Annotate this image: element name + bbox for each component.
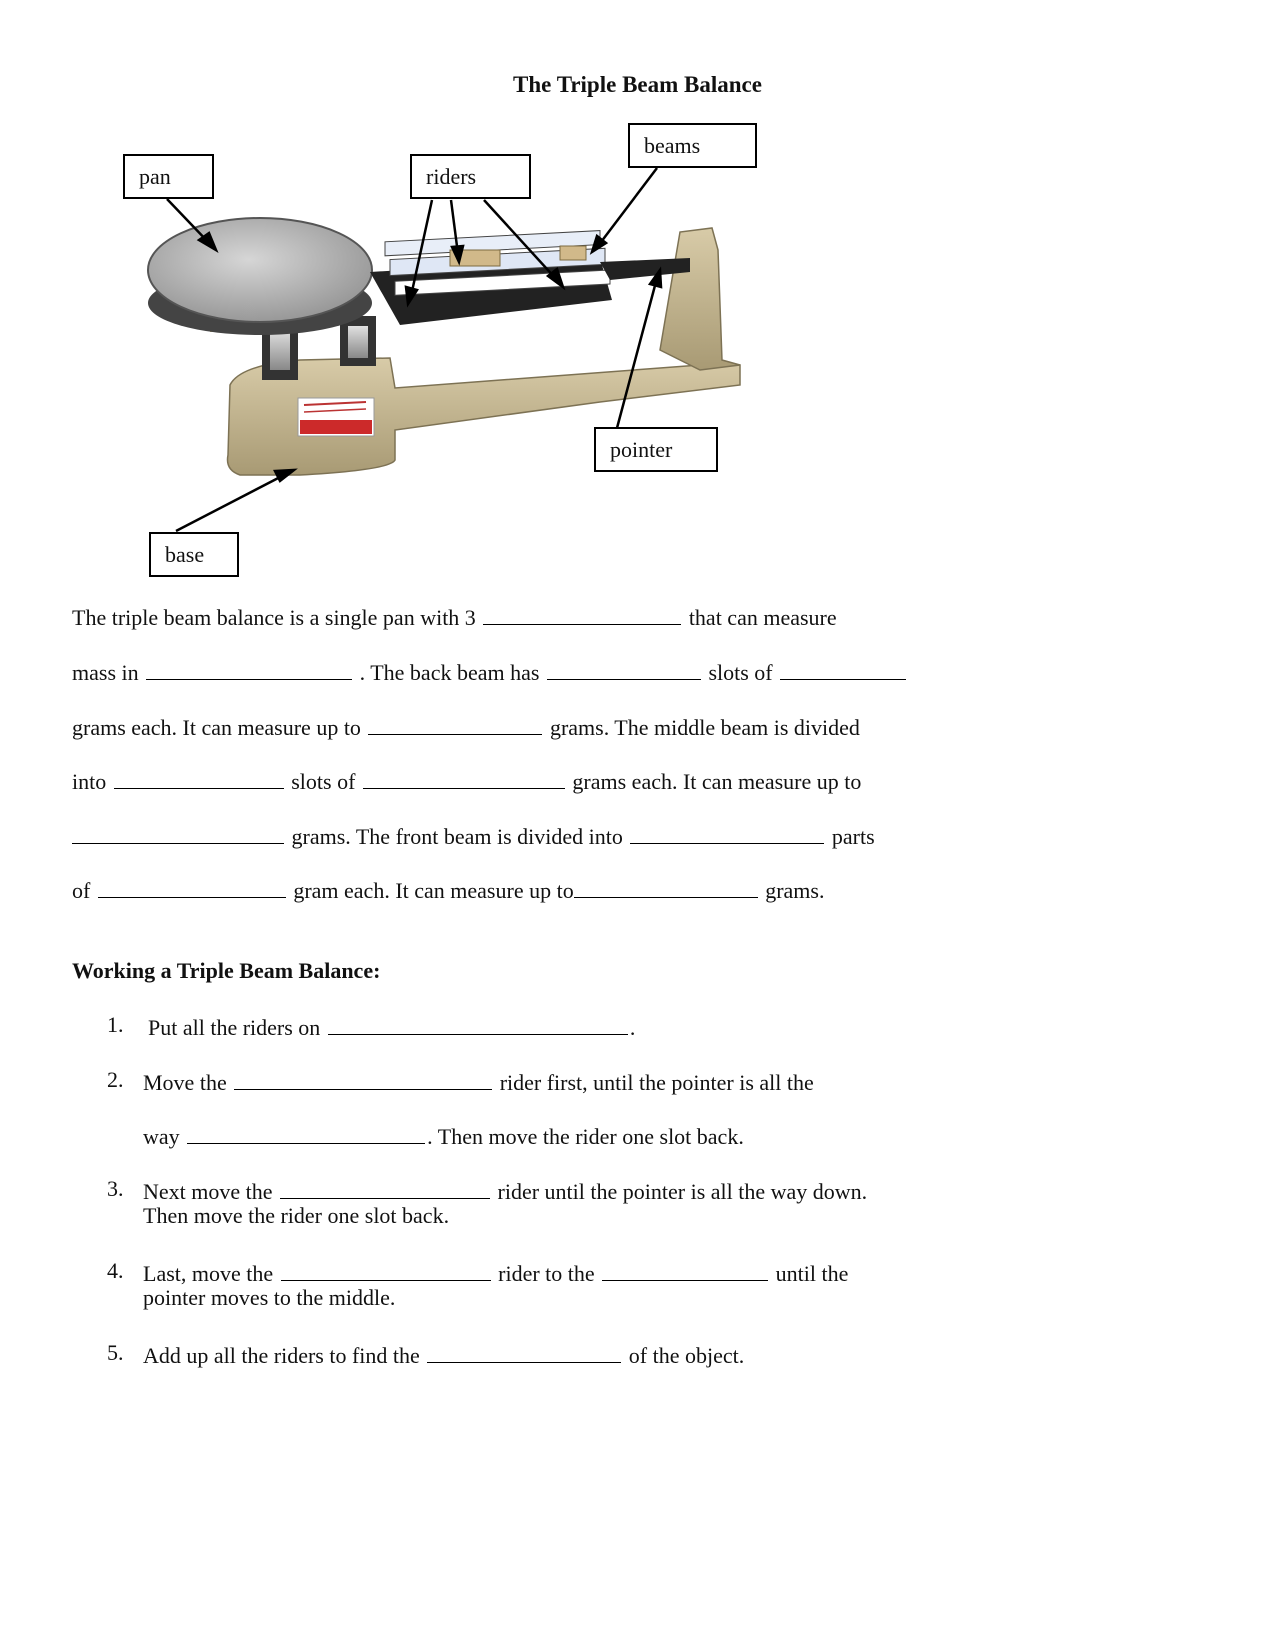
- step-number: 2.: [107, 1067, 124, 1092]
- text: way: [143, 1124, 180, 1149]
- text: Put all the riders on: [148, 1015, 321, 1040]
- step-2: [143, 1067, 814, 1096]
- text: The triple beam balance is a single pan with 3: [72, 605, 476, 630]
- blank-field[interactable]: [483, 602, 681, 625]
- text: . The back beam has: [359, 660, 540, 685]
- text: Add up all the riders to find the: [143, 1343, 420, 1368]
- paragraph-line-6: [72, 875, 824, 904]
- text: . Then move the rider one slot back.: [427, 1124, 744, 1149]
- text: grams. The front beam is divided into: [291, 824, 623, 849]
- text: grams each. It can measure up to: [72, 715, 361, 740]
- blank-field[interactable]: [146, 657, 352, 680]
- label-riders: riders: [410, 154, 531, 199]
- blank-field[interactable]: [187, 1121, 425, 1144]
- step-3: [143, 1176, 867, 1205]
- blank-field[interactable]: [280, 1176, 490, 1199]
- step-number: 1.: [107, 1012, 124, 1037]
- step-1: [148, 1012, 635, 1041]
- paragraph-line-1: [72, 602, 837, 631]
- text: Move the: [143, 1070, 227, 1095]
- label-pointer: pointer: [594, 427, 718, 472]
- text: rider until the pointer is all the way down.: [497, 1179, 868, 1204]
- paragraph-line-5: [72, 821, 875, 850]
- paragraph-line-3: [72, 712, 860, 741]
- text: mass in: [72, 660, 139, 685]
- blank-field[interactable]: [574, 875, 758, 898]
- step-number: 4.: [107, 1258, 124, 1283]
- text: Last, move the: [143, 1261, 274, 1286]
- text: until the: [775, 1261, 849, 1286]
- text: parts: [831, 824, 875, 849]
- text: .: [629, 1015, 636, 1040]
- text: Next move the: [143, 1179, 273, 1204]
- blank-field[interactable]: [328, 1012, 628, 1035]
- blank-field[interactable]: [281, 1258, 491, 1281]
- step-2-continued: [143, 1121, 744, 1150]
- blank-field[interactable]: [780, 657, 906, 680]
- blank-field[interactable]: [630, 821, 824, 844]
- blank-field[interactable]: [547, 657, 701, 680]
- blank-field[interactable]: [427, 1340, 621, 1363]
- blank-field[interactable]: [368, 712, 542, 735]
- section-heading: Working a Triple Beam Balance:: [72, 958, 381, 983]
- paragraph-line-2: [72, 657, 908, 686]
- blank-field[interactable]: [72, 821, 284, 844]
- step-5: [143, 1340, 744, 1369]
- text: grams each. It can measure up to: [572, 769, 862, 794]
- page-title: The Triple Beam Balance: [513, 72, 762, 97]
- label-beams: beams: [628, 123, 757, 168]
- paragraph-line-4: [72, 766, 861, 795]
- text: gram each. It can measure up to: [293, 878, 574, 903]
- label-base: base: [149, 532, 239, 577]
- step-3-continued: Then move the rider one slot back.: [143, 1203, 450, 1228]
- step-number: 3.: [107, 1176, 124, 1201]
- text: of the object.: [628, 1343, 745, 1368]
- text: slots of: [291, 769, 356, 794]
- text: slots of: [708, 660, 773, 685]
- text: that can measure: [688, 605, 837, 630]
- blank-field[interactable]: [363, 766, 565, 789]
- pan-shape: [148, 218, 372, 335]
- text: grams.: [765, 878, 825, 903]
- text: into: [72, 769, 107, 794]
- text: rider first, until the pointer is all the: [499, 1070, 814, 1095]
- blank-field[interactable]: [234, 1067, 492, 1090]
- balance-diagram: [0, 0, 1275, 600]
- blank-field[interactable]: [98, 875, 286, 898]
- label-pan: pan: [123, 154, 214, 199]
- text: grams. The middle beam is divided: [549, 715, 860, 740]
- text: rider to the: [498, 1261, 595, 1286]
- step-4: [143, 1258, 848, 1287]
- text: of: [72, 878, 91, 903]
- step-4-continued: pointer moves to the middle.: [143, 1285, 396, 1310]
- blank-field[interactable]: [114, 766, 284, 789]
- step-number: 5.: [107, 1340, 124, 1365]
- beams-shape: [370, 231, 690, 325]
- blank-field[interactable]: [602, 1258, 768, 1281]
